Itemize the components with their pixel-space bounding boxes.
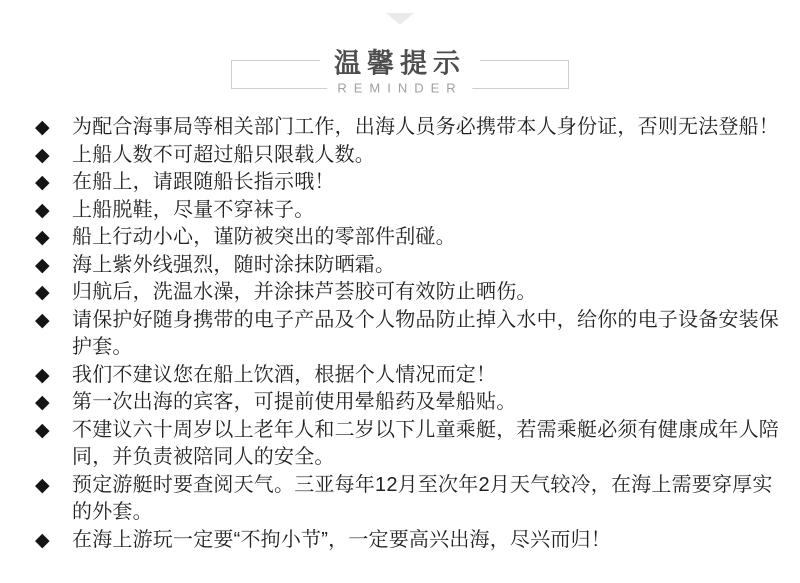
list-item-text: 第一次出海的宾客，可提前使用晕船药及晕船贴。 xyxy=(72,391,517,413)
diamond-bullet-icon: ◆ xyxy=(35,474,50,496)
diamond-bullet-icon: ◆ xyxy=(35,227,50,248)
header-decorative-box xyxy=(231,48,569,96)
diamond-bullet-icon: ◆ xyxy=(35,364,50,386)
list-item-text: 我们不建议您在船上饮酒，根据个人情况而定！ xyxy=(72,363,497,386)
reminder-list xyxy=(35,114,783,554)
list-item-text: 上船脱鞋，尽量不穿袜子。 xyxy=(72,198,315,221)
diamond-bullet-icon: ◆ xyxy=(35,117,50,138)
list-item-text: 上船人数不可超过船只限载人数。 xyxy=(72,143,375,166)
down-triangle-icon xyxy=(386,13,414,25)
list-item xyxy=(35,362,783,390)
list-item xyxy=(35,527,783,555)
list-item xyxy=(35,417,783,472)
list-item-text: 归航后，洗温水澡，并涂抹芦荟胶可有效防止晒伤。 xyxy=(72,281,537,303)
page-subtitle: REMINDER xyxy=(327,81,472,96)
list-item-text: 请保护好随身携带的电子产品及个人物品防止掉入水中，给你的电子设备安装保护套。 xyxy=(72,308,779,358)
diamond-bullet-icon: ◆ xyxy=(35,254,50,276)
list-item-text: 不建议六十周岁以上老年人和二岁以下儿童乘艇，若需乘艇必须有健康成年人陪同，并负责被陪同人的安全。 xyxy=(72,418,779,468)
diamond-bullet-icon: ◆ xyxy=(35,282,50,303)
list-item xyxy=(35,197,783,225)
list-item xyxy=(35,142,783,170)
list-item xyxy=(35,114,783,142)
list-item xyxy=(35,307,783,362)
list-item-text: 海上紫外线强烈，随时涂抹防晒霜。 xyxy=(72,253,396,276)
diamond-bullet-icon: ◆ xyxy=(35,199,50,221)
diamond-bullet-icon: ◆ xyxy=(35,309,50,331)
list-item xyxy=(35,252,783,280)
diamond-bullet-icon: ◆ xyxy=(35,392,50,413)
list-item-text: 为配合海事局等相关部门工作，出海人员务必携带本人身份证，否则无法登船！ xyxy=(72,116,779,138)
list-item xyxy=(35,389,783,417)
list-item-text: 船上行动小心，谨防被突出的零部件刮碰。 xyxy=(72,226,456,248)
list-item xyxy=(35,279,783,307)
page-title: 温馨提示 xyxy=(320,42,480,81)
diamond-bullet-icon: ◆ xyxy=(35,529,50,551)
list-item-text: 在海上游玩一定要“不拘小节”，一定要高兴出海，尽兴而归！ xyxy=(72,528,611,551)
diamond-bullet-icon: ◆ xyxy=(35,144,50,166)
list-item xyxy=(35,472,783,527)
list-item-text: 在船上，请跟随船长指示哦！ xyxy=(72,171,335,193)
diamond-bullet-icon: ◆ xyxy=(35,419,50,441)
list-item xyxy=(35,169,783,197)
list-item xyxy=(35,224,783,252)
diamond-bullet-icon: ◆ xyxy=(35,172,50,193)
list-item-text: 预定游艇时要查阅天气。三亚每年12月至次年2月天气较冷，在海上需要穿厚实的外套。 xyxy=(72,473,773,523)
